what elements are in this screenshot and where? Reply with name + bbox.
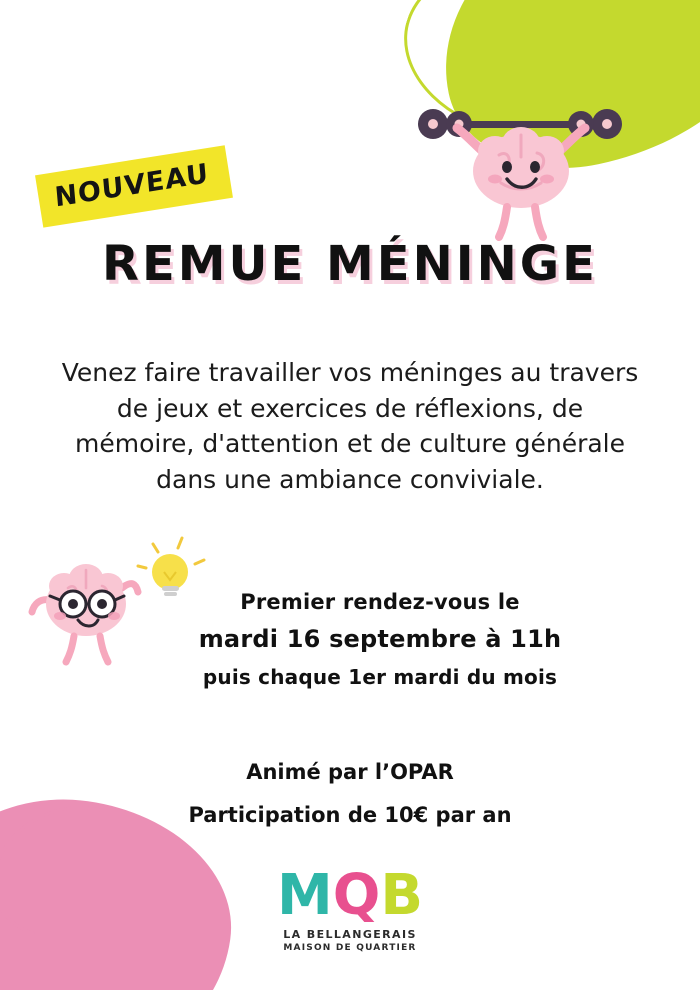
schedule-date: mardi 16 septembre à 11h bbox=[198, 625, 562, 653]
logo-subtitle-secondary: MAISON DE QUARTIER bbox=[283, 943, 417, 953]
schedule-intro: Premier rendez-vous le bbox=[240, 590, 520, 614]
schedule-block bbox=[170, 590, 590, 689]
logo-letter-b: B bbox=[380, 863, 424, 928]
info-block bbox=[140, 760, 560, 827]
logo-letter-m: M bbox=[276, 863, 333, 928]
page-title: REMUE MÉNINGE bbox=[102, 236, 598, 292]
lightbulb-icon bbox=[138, 538, 204, 596]
logo-letters bbox=[0, 863, 700, 928]
logo-subtitle-primary: LA BELLANGERAIS bbox=[283, 928, 417, 941]
badge-nouveau bbox=[35, 145, 233, 227]
mqb-logo bbox=[0, 863, 700, 953]
logo-letter-q: Q bbox=[332, 863, 381, 928]
schedule-recurrence: puis chaque 1er mardi du mois bbox=[202, 665, 558, 689]
participation-fee: Participation de 10€ par an bbox=[188, 803, 512, 827]
animator-info: Animé par l’OPAR bbox=[246, 760, 454, 784]
badge-nouveau-label: NOUVEAU bbox=[53, 158, 211, 214]
brain-weightlifting-icon bbox=[395, 95, 645, 255]
poster-description: Venez faire travailler vos méninges au travers de jeux et exercices de réflexions, de mémoire, d'attention et de culture générale dans une ambiance conviviale. bbox=[61, 358, 639, 494]
